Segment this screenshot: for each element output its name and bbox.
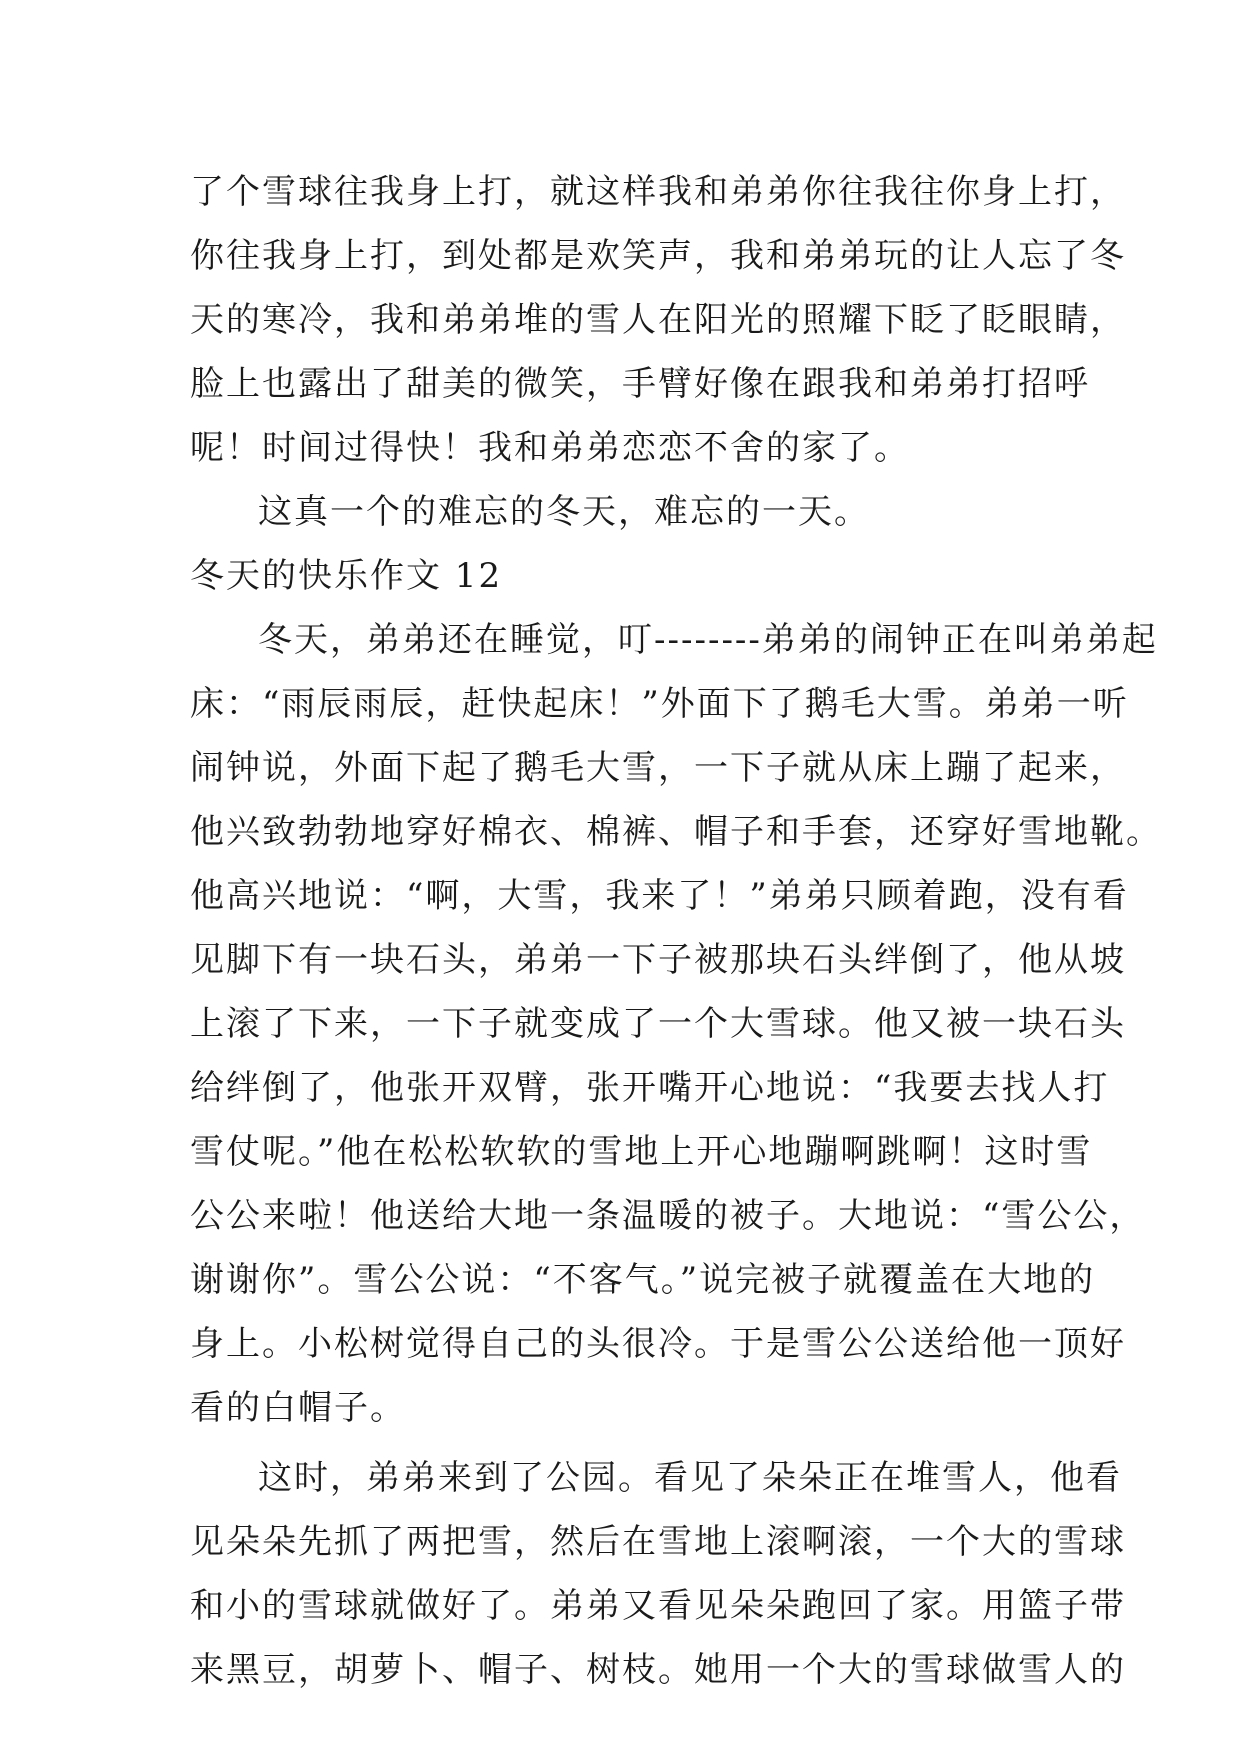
paragraph-park xyxy=(190,1446,1126,1702)
document-body xyxy=(190,160,1162,1702)
paragraph-line: 这真一个的难忘的冬天，难忘的一天。 xyxy=(258,492,870,532)
paragraph-line: 你往我身上打，到处都是欢笑声，我和弟弟玩的让人忘了冬 xyxy=(190,236,1126,276)
paragraph-line: 呢！时间过得快！我和弟弟恋恋不舍的家了。 xyxy=(190,428,910,468)
paragraph-line: 闹钟说，外面下起了鹅毛大雪，一下子就从床上蹦了起来， xyxy=(190,748,1126,788)
paragraph-line: 来黑豆，胡萝卜、帽子、树枝。她用一个大的雪球做雪人的 xyxy=(190,1650,1126,1690)
paragraph-closing xyxy=(190,480,1070,544)
paragraph-line: 了个雪球往我身上打，就这样我和弟弟你往我往你身上打， xyxy=(190,172,1126,212)
paragraph-line: 他兴致勃勃地穿好棉衣、棉裤、帽子和手套，还穿好雪地靴。 xyxy=(190,812,1162,852)
paragraph-line: 床：“雨辰雨辰，赶快起床！”外面下了鹅毛大雪。弟弟一听 xyxy=(190,684,1129,724)
paragraph-line: 上滚了下来，一下子就变成了一个大雪球。他又被一块石头 xyxy=(190,1004,1126,1044)
paragraph-line: 雪仗呢。”他在松松软软的雪地上开心地蹦啊跳啊！这时雪 xyxy=(190,1132,1093,1172)
paragraph-line: 见脚下有一块石头，弟弟一下子被那块石头绊倒了，他从坡 xyxy=(190,940,1126,980)
paragraph-line: 给绊倒了，他张开双臂，张开嘴开心地说：“我要去找人打 xyxy=(190,1068,1110,1108)
paragraph-line: 身上。小松树觉得自己的头很冷。于是雪公公送给他一顶好 xyxy=(190,1324,1126,1364)
paragraph-line: 公公来啦！他送给大地一条温暖的被子。大地说：“雪公公， xyxy=(190,1196,1146,1236)
paragraph-line: 和小的雪球就做好了。弟弟又看见朵朵跑回了家。用篮子带 xyxy=(190,1586,1126,1626)
essay-heading: 冬天的快乐作文 12 xyxy=(190,556,503,596)
paragraph-continued xyxy=(190,160,1126,480)
paragraph-line: 这时，弟弟来到了公园。看见了朵朵正在堆雪人，他看 xyxy=(258,1458,1122,1498)
paragraph-line: 看的白帽子。 xyxy=(190,1388,406,1428)
paragraph-story xyxy=(190,608,1162,1440)
paragraph-line: 见朵朵先抓了两把雪，然后在雪地上滚啊滚，一个大的雪球 xyxy=(190,1522,1126,1562)
paragraph-line: 脸上也露出了甜美的微笑，手臂好像在跟我和弟弟打招呼 xyxy=(190,364,1090,404)
paragraph-line: 谢谢你”。雪公公说：“不客气。”说完被子就覆盖在大地的 xyxy=(190,1260,1096,1300)
paragraph-line: 他高兴地说：“啊，大雪，我来了！”弟弟只顾着跑，没有看 xyxy=(190,876,1129,916)
paragraph-line: 冬天，弟弟还在睡觉，叮--------弟弟的闹钟正在叫弟弟起 xyxy=(258,620,1158,660)
paragraph-line: 天的寒冷，我和弟弟堆的雪人在阳光的照耀下眨了眨眼睛， xyxy=(190,300,1126,340)
